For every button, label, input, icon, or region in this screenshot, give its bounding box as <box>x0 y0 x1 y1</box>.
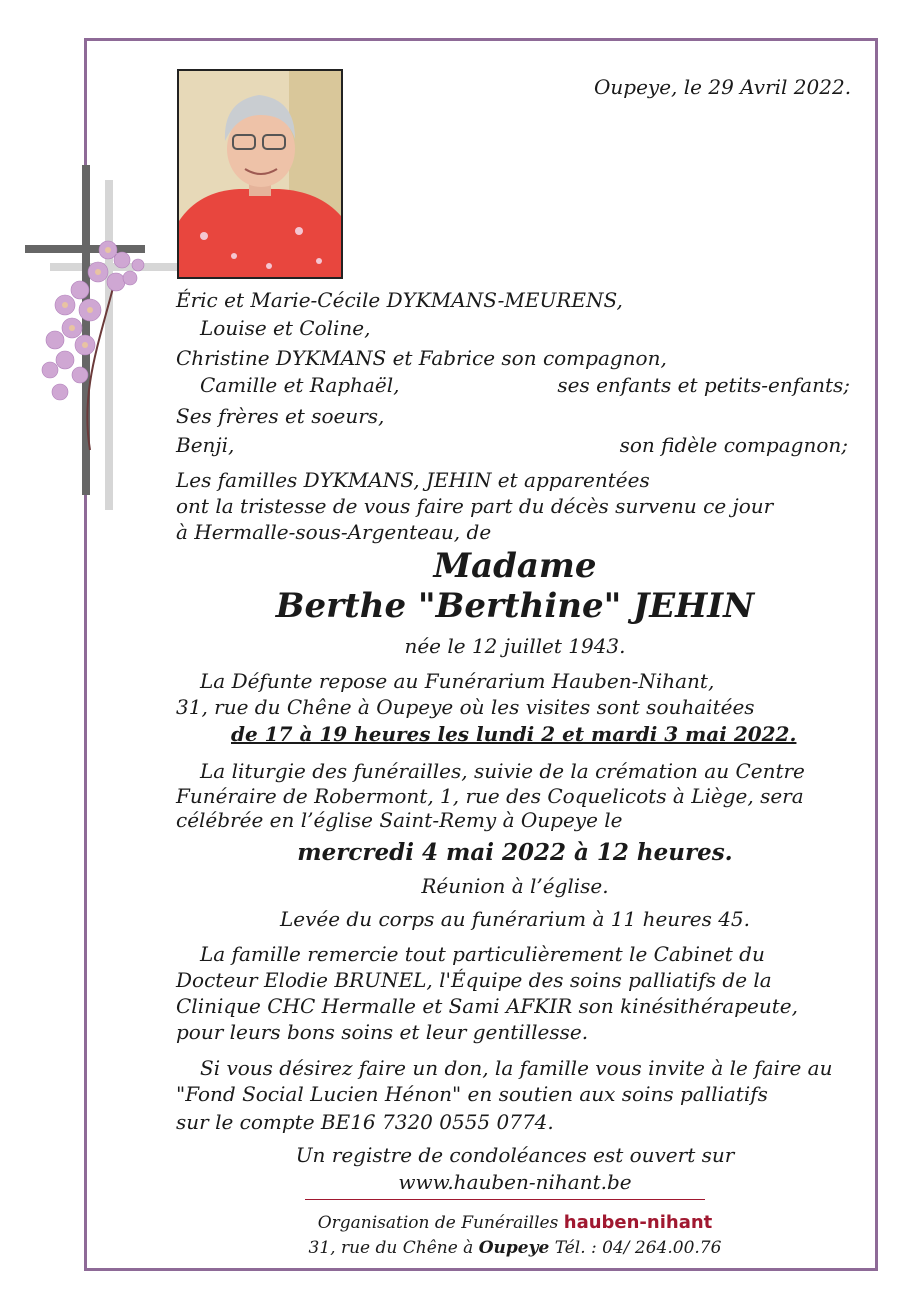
donation-line-2: "Fond Social Lucien Hénon" en soutien aux soins palliatifs <box>176 1082 768 1106</box>
visits-line-1: La Défunte repose au Funérarium Hauben-Nihant, <box>200 669 715 693</box>
meeting-note: Réunion à l’église. <box>421 874 609 898</box>
visits-hours: de 17 à 19 heures les lundi 2 et mardi 3 mai 2022. <box>231 722 797 746</box>
orchid-flowers-icon <box>42 241 144 450</box>
thanks-line-3: Clinique CHC Hermalle et Sami AFKIR son kinésithérapeute, <box>176 994 798 1018</box>
family-line-4: Camille et Raphaël, <box>200 373 400 397</box>
family-line-7: Les familles DYKMANS, JEHIN et apparentées <box>176 468 650 492</box>
family-line-6-role: son fidèle compagnon; <box>619 433 848 457</box>
deceased-born: née le 12 juillet 1943. <box>404 634 626 658</box>
thanks-line-1: La famille remercie tout particulièrement le Cabinet du <box>200 942 765 966</box>
cross-icon <box>20 160 180 520</box>
liturgy-line-2: Funéraire de Robermont, 1, rue des Coquelicots à Liège, sera <box>176 784 804 808</box>
footer-tel: Tél. : 04/ 264.00.76 <box>554 1238 722 1258</box>
funeral-date: mercredi 4 mai 2022 à 12 heures. <box>297 839 733 866</box>
footer-org <box>176 1212 854 1233</box>
footer-address <box>176 1238 854 1258</box>
liturgy-line-1: La liturgie des funérailles, suivie de la crémation au Centre <box>200 759 805 783</box>
register-text: Un registre de condoléances est ouvert sur <box>295 1143 735 1167</box>
footer-town: Oupeye <box>478 1238 550 1258</box>
family-line-5: Ses frères et soeurs, <box>176 404 385 428</box>
family-line-8: ont la tristesse de vous faire part du décès survenu ce jour <box>176 494 774 518</box>
footer-divider <box>305 1199 705 1200</box>
deceased-title: Madame <box>433 546 597 586</box>
thanks-line-2: Docteur Elodie BRUNEL, l'Équipe des soins palliatifs de la <box>176 968 772 992</box>
family-line-3: Christine DYKMANS et Fabrice son compagnon, <box>176 346 667 370</box>
donation-line-1: Si vous désirez faire un don, la famille vous invite à le faire au <box>200 1056 833 1080</box>
footer-address-prefix: 31, rue du Chêne à <box>308 1238 474 1258</box>
footer-org-prefix: Organisation de Funérailles <box>317 1213 559 1233</box>
brand-logo: hauben-nihant <box>563 1212 713 1233</box>
deceased-name: Berthe "Berthine" JEHIN <box>275 586 755 626</box>
family-line-4-role: ses enfants et petits-enfants; <box>557 373 850 397</box>
register-url[interactable]: www.hauben-nihant.be <box>398 1170 632 1194</box>
visits-line-2: 31, rue du Chêne à Oupeye où les visites sont souhaitées <box>176 695 755 719</box>
thanks-line-4: pour leurs bons soins et leur gentillesse. <box>176 1020 589 1044</box>
family-line-2: Louise et Coline, <box>200 316 371 340</box>
levee-note: Levée du corps au funérarium à 11 heures 45. <box>279 907 751 931</box>
liturgy-line-3: célébrée en l’église Saint-Remy à Oupeye le <box>176 808 623 832</box>
family-line-1: Éric et Marie-Cécile DYKMANS-MEURENS, <box>176 288 623 312</box>
family-line-6: Benji, <box>176 433 235 457</box>
place-date: Oupeye, le 29 Avril 2022. <box>594 75 852 99</box>
family-line-9: à Hermalle-sous-Argenteau, de <box>176 520 492 544</box>
portrait-photo <box>177 69 343 279</box>
donation-line-3: sur le compte BE16 7320 0555 0774. <box>176 1110 554 1134</box>
